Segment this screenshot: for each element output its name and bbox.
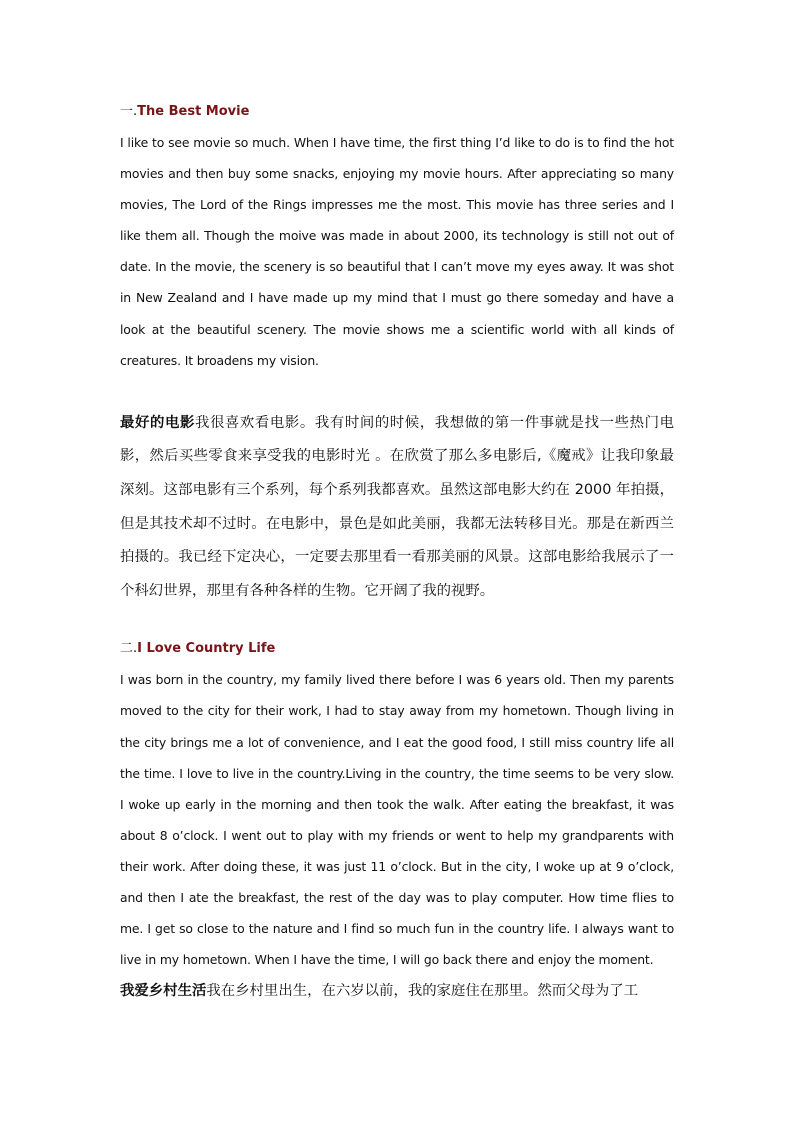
section-2-chinese-body: 我在乡村里出生，在六岁以前，我的家庭住在那里。然而父母为了工	[206, 983, 639, 1000]
document-page	[120, 96, 674, 1009]
section-1-chinese-paragraph	[120, 407, 674, 609]
section-1-chinese-body: 我很喜欢看电影。我有时间的时候，我想做的第一件事就是找一些热门电影，然后买些零食来享受我的电影时光 。在欣赏了那么多电影后,《魔戒》让我印象最深刻。这部电影有三个系列，每个系列我都喜欢。虽然这部电影大约在 2000 年拍摄，但是其技术却不过时。在电影中，景色是如此美丽，我都无法转移目光。那是在新西兰拍摄的。我已经下定决心，一定要去那里看一看那美丽的风景。这部电影给我展示了一个科幻世界，那里有各种各样的生物。它开阔了我的视野。	[120, 414, 674, 599]
section-1-title: The Best Movie	[137, 104, 250, 119]
section-2-number: 二.	[120, 641, 138, 657]
section-2-chinese-paragraph	[120, 975, 674, 1009]
section-2-heading	[120, 633, 674, 664]
section-2-title: I Love Country Life	[137, 641, 276, 657]
section-1-chinese-title: 最好的电影	[120, 414, 195, 431]
section-2-english-paragraph: I was born in the country, my family lived there before I was 6 years old. Then my parents moved to the city for their work, I had to stay away from my hometown. Though living in the city brings me a lot of convenience, and I eat the good food, I still miss country life all the time. I love to live in the country.Living in the country, the time seems to be very slow. I woke up early in the morning and then took the walk. After eating the breakfast, it was about 8 o’clock. I went out to play with my friends or went to help my grandparents with their work. After doing these, it was just 11 o’clock. But in the city, I woke up at 9 o’clock, and then I ate the breakfast, the rest of the day was to play computer. How time flies to me. I get so close to the nature and I find so much fun in the country life. I always want to live in my hometown. When I have the time, I will go back there and enjoy the moment.	[120, 672, 674, 968]
spacer	[120, 608, 674, 633]
section-2-chinese-title: 我爱乡村生活	[120, 983, 207, 1000]
section-1-heading	[120, 96, 674, 127]
section-1-number: 一.	[120, 104, 138, 119]
spacer	[120, 376, 674, 407]
section-1-english-paragraph: I like to see movie so much. When I have time, the first thing I’d like to do is to find the hot movies and then buy some snacks, enjoying my movie hours. After appreciating so many movies, The Lord of the Rings impresses me the most. This movie has three series and I like them all. Though the moive was made in about 2000, its technology is still not out of date. In the movie, the scenery is so beautiful that I can’t move my eyes away. It was shot in New Zealand and I have made up my mind that I must go there someday and have a look at the beautiful scenery. The movie shows me a scientific world with all kinds of creatures. It broadens my vision.	[120, 135, 674, 368]
